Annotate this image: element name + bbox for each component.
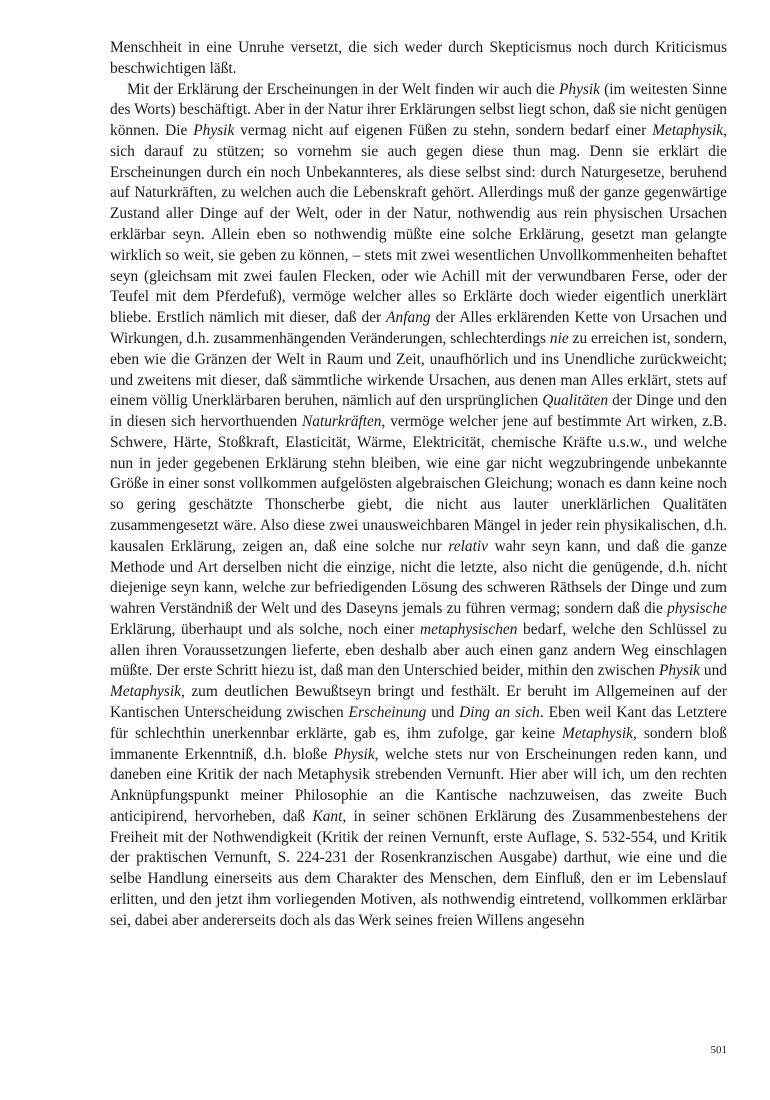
- emphasized-text: Ding an sich: [459, 704, 540, 721]
- emphasized-text: Kant: [312, 807, 343, 825]
- emphasized-text: Physik: [658, 662, 700, 680]
- text-run: Erklärung, überhaupt und als solche, noch einer: [110, 620, 421, 638]
- emphasized-text: Anfang: [386, 309, 431, 327]
- text-run: Mit der Erklärung der Erscheinungen in der Welt finden wir auch die: [127, 80, 559, 98]
- text-run: der Dinge und den in diesen sich hervorthuenden: [110, 392, 727, 431]
- emphasized-text: Physik: [558, 80, 601, 98]
- text-run: und: [426, 704, 460, 721]
- emphasized-text: physische: [667, 600, 727, 618]
- text-run: , sich darauf zu stützen; so vornehm sie auch gegen diese thun mag. Denn sie erklärt die Erscheinungen durch ein noch Unbekannteres, als diese selbst sind: durch Naturgesetze, beruhend auf Naturkräften, zu welchen auch die Lebenskraft gehört. Allerdings muß der ganze gegenwärtige Zustand aller Dinge auf der Welt, oder in der Natur, nothwendig aus rein physischen Ursachen erklärbar seyn. Allein eben so nothwendig müßte eine solche Erklärung, gesetzt man gelangte wirklich so weit, sie geben zu können, – stets mit zwei wesentlichen Unvollkommenheiten behaftet seyn (gleichsam mit zwei faulen Flecken, oder wie Achill mit der verwundbaren Ferse, oder der Teufel mit dem Pferdefuß), vermöge welcher alles so Erklärte doch wieder eigentlich unerklärt bliebe. Erstlich nämlich mit dieser, daß der: [110, 122, 727, 327]
- emphasized-text: relativ: [448, 537, 488, 555]
- emphasized-text: Metaphysik: [110, 683, 181, 701]
- emphasized-text: nie: [549, 329, 569, 347]
- text-run: , sondern bloß immanente Erkenntniß, d.h. bloße: [110, 724, 727, 763]
- emphasized-text: metaphysischen: [420, 620, 518, 638]
- emphasized-text: Metaphysik: [652, 122, 724, 140]
- text-run: , welche stets nur von Erscheinungen reden kann, und daneben eine Kritik der nach Metaphysik strebenden Vernunft. Hier aber will ich, um den rechten Anknüpfungspunkt meiner Philosophie an die Kantische nachzuweisen, das zweite Buch anticipirend, hervorheben, daß: [110, 745, 727, 825]
- emphasized-text: Physik: [333, 745, 375, 763]
- body-text: [110, 38, 727, 932]
- emphasized-text: Erscheinung: [348, 704, 427, 721]
- text-run: wahr seyn kann, und daß die ganze Methode und Art derselben nicht die einzige, nicht die letzte, also nicht die genügende, d.h. nicht diejenige seyn kann, welche zur befriedigenden Lösung des schweren Räthsels der Dinge und zum wahren Verständniß der Welt und des Daseyns jemals zu führen vermag; sondern daß die: [110, 537, 727, 618]
- paragraph: [110, 38, 727, 80]
- text-run: bedarf, welche den Schlüssel zu allen ihren Voraussetzungen lieferte, eben deshalb aber auch einen ganz andern Weg einschlagen müßte. Der erste Schritt hiezu ist, daß man den Unterschied beider, mithin den zwischen: [110, 620, 727, 680]
- page-number: 501: [710, 1044, 727, 1056]
- text-run: der Alles erklärenden Kette von Ursachen und Wirkungen, d.h. zusammenhängenden Veränderungen, schlechterdings: [110, 309, 727, 347]
- text-run: Menschheit in eine Unruhe versetzt, die sich weder durch Skepticismus noch durch Kriticismus beschwichtigen läßt.: [110, 39, 727, 77]
- text-run: (im weitesten Sinne des Worts) beschäftigt. Aber in der Natur ihrer Erklärungen selbst liegt schon, daß sie nicht genügen können. Die: [110, 80, 727, 140]
- paragraph: [110, 80, 727, 932]
- text-run: . Eben weil Kant das Letztere für schlechthin unerkennbar erklärte, gab es, ihm zufolge, gar keine: [110, 704, 728, 742]
- text-run: und: [699, 662, 728, 680]
- text-run: , zum deutlichen Bewußtseyn bringt und festhält. Er beruht im Allgemeinen auf der Kantischen Unterscheidung zwischen: [110, 683, 727, 721]
- text-run: , in seiner schönen Erklärung des Zusammenbestehens der Freiheit mit der Nothwendigkeit (Kritik der reinen Vernunft, erste Auflage, S. 532-554, und Kritik der praktischen Vernunft, S. 224-231 der Rosenkranzischen Ausgabe) darthut, wie eine und die selbe Handlung einerseits aus dem Charakter des Menschen, dem Einfluß, den er im Lebenslauf erlitten, und den jetzt ihm vorliegenden Motiven, als nothwendig eintretend, vollkommen erklärbar sei, dabei aber andererseits doch als das Werk seines freien Willens angesehn: [110, 807, 727, 929]
- text-run: , vermöge welcher jene auf bestimmte Art wirken, z.B. Schwere, Härte, Stoßkraft, Elasticität, Wärme, Elektricität, chemische Kräfte u.s.w., und welche nun in jeder gegebenen Erklärung stehn bleiben, wie eine gar nicht wegzubringende unbekannte Größe in einer sonst vollkommen aufgelösten algebraischen Gleichung; wonach es dann keine noch so gering geschätzte Thonscherbe giebt, die nicht aus lauter unerklärlichen Qualitäten zusammengesetzt wäre. Also diese zwei unausweichbaren Mängel in jeder rein physikalischen, d.h. kausalen Erklärung, zeigen an, daß eine solche nur: [110, 413, 727, 555]
- emphasized-text: Metaphysik: [562, 724, 633, 742]
- emphasized-text: Physik: [193, 122, 235, 140]
- text-run: vermag nicht auf eigenen Füßen zu stehn, sondern bedarf einer: [234, 122, 653, 140]
- emphasized-text: Qualitäten: [542, 392, 609, 410]
- emphasized-text: Naturkräften: [301, 413, 382, 431]
- text-run: zu erreichen ist, sondern, eben wie die Gränzen der Welt in Raum und Zeit, unaufhörlich und ins Unendliche zurückweicht; und zweitens mit dieser, daß sämmtliche wirkende Ursachen, aus denen man Alles erklärt, stets auf einem völlig Unerklärbaren beruhen, nämlich auf den ursprünglichen: [110, 329, 728, 410]
